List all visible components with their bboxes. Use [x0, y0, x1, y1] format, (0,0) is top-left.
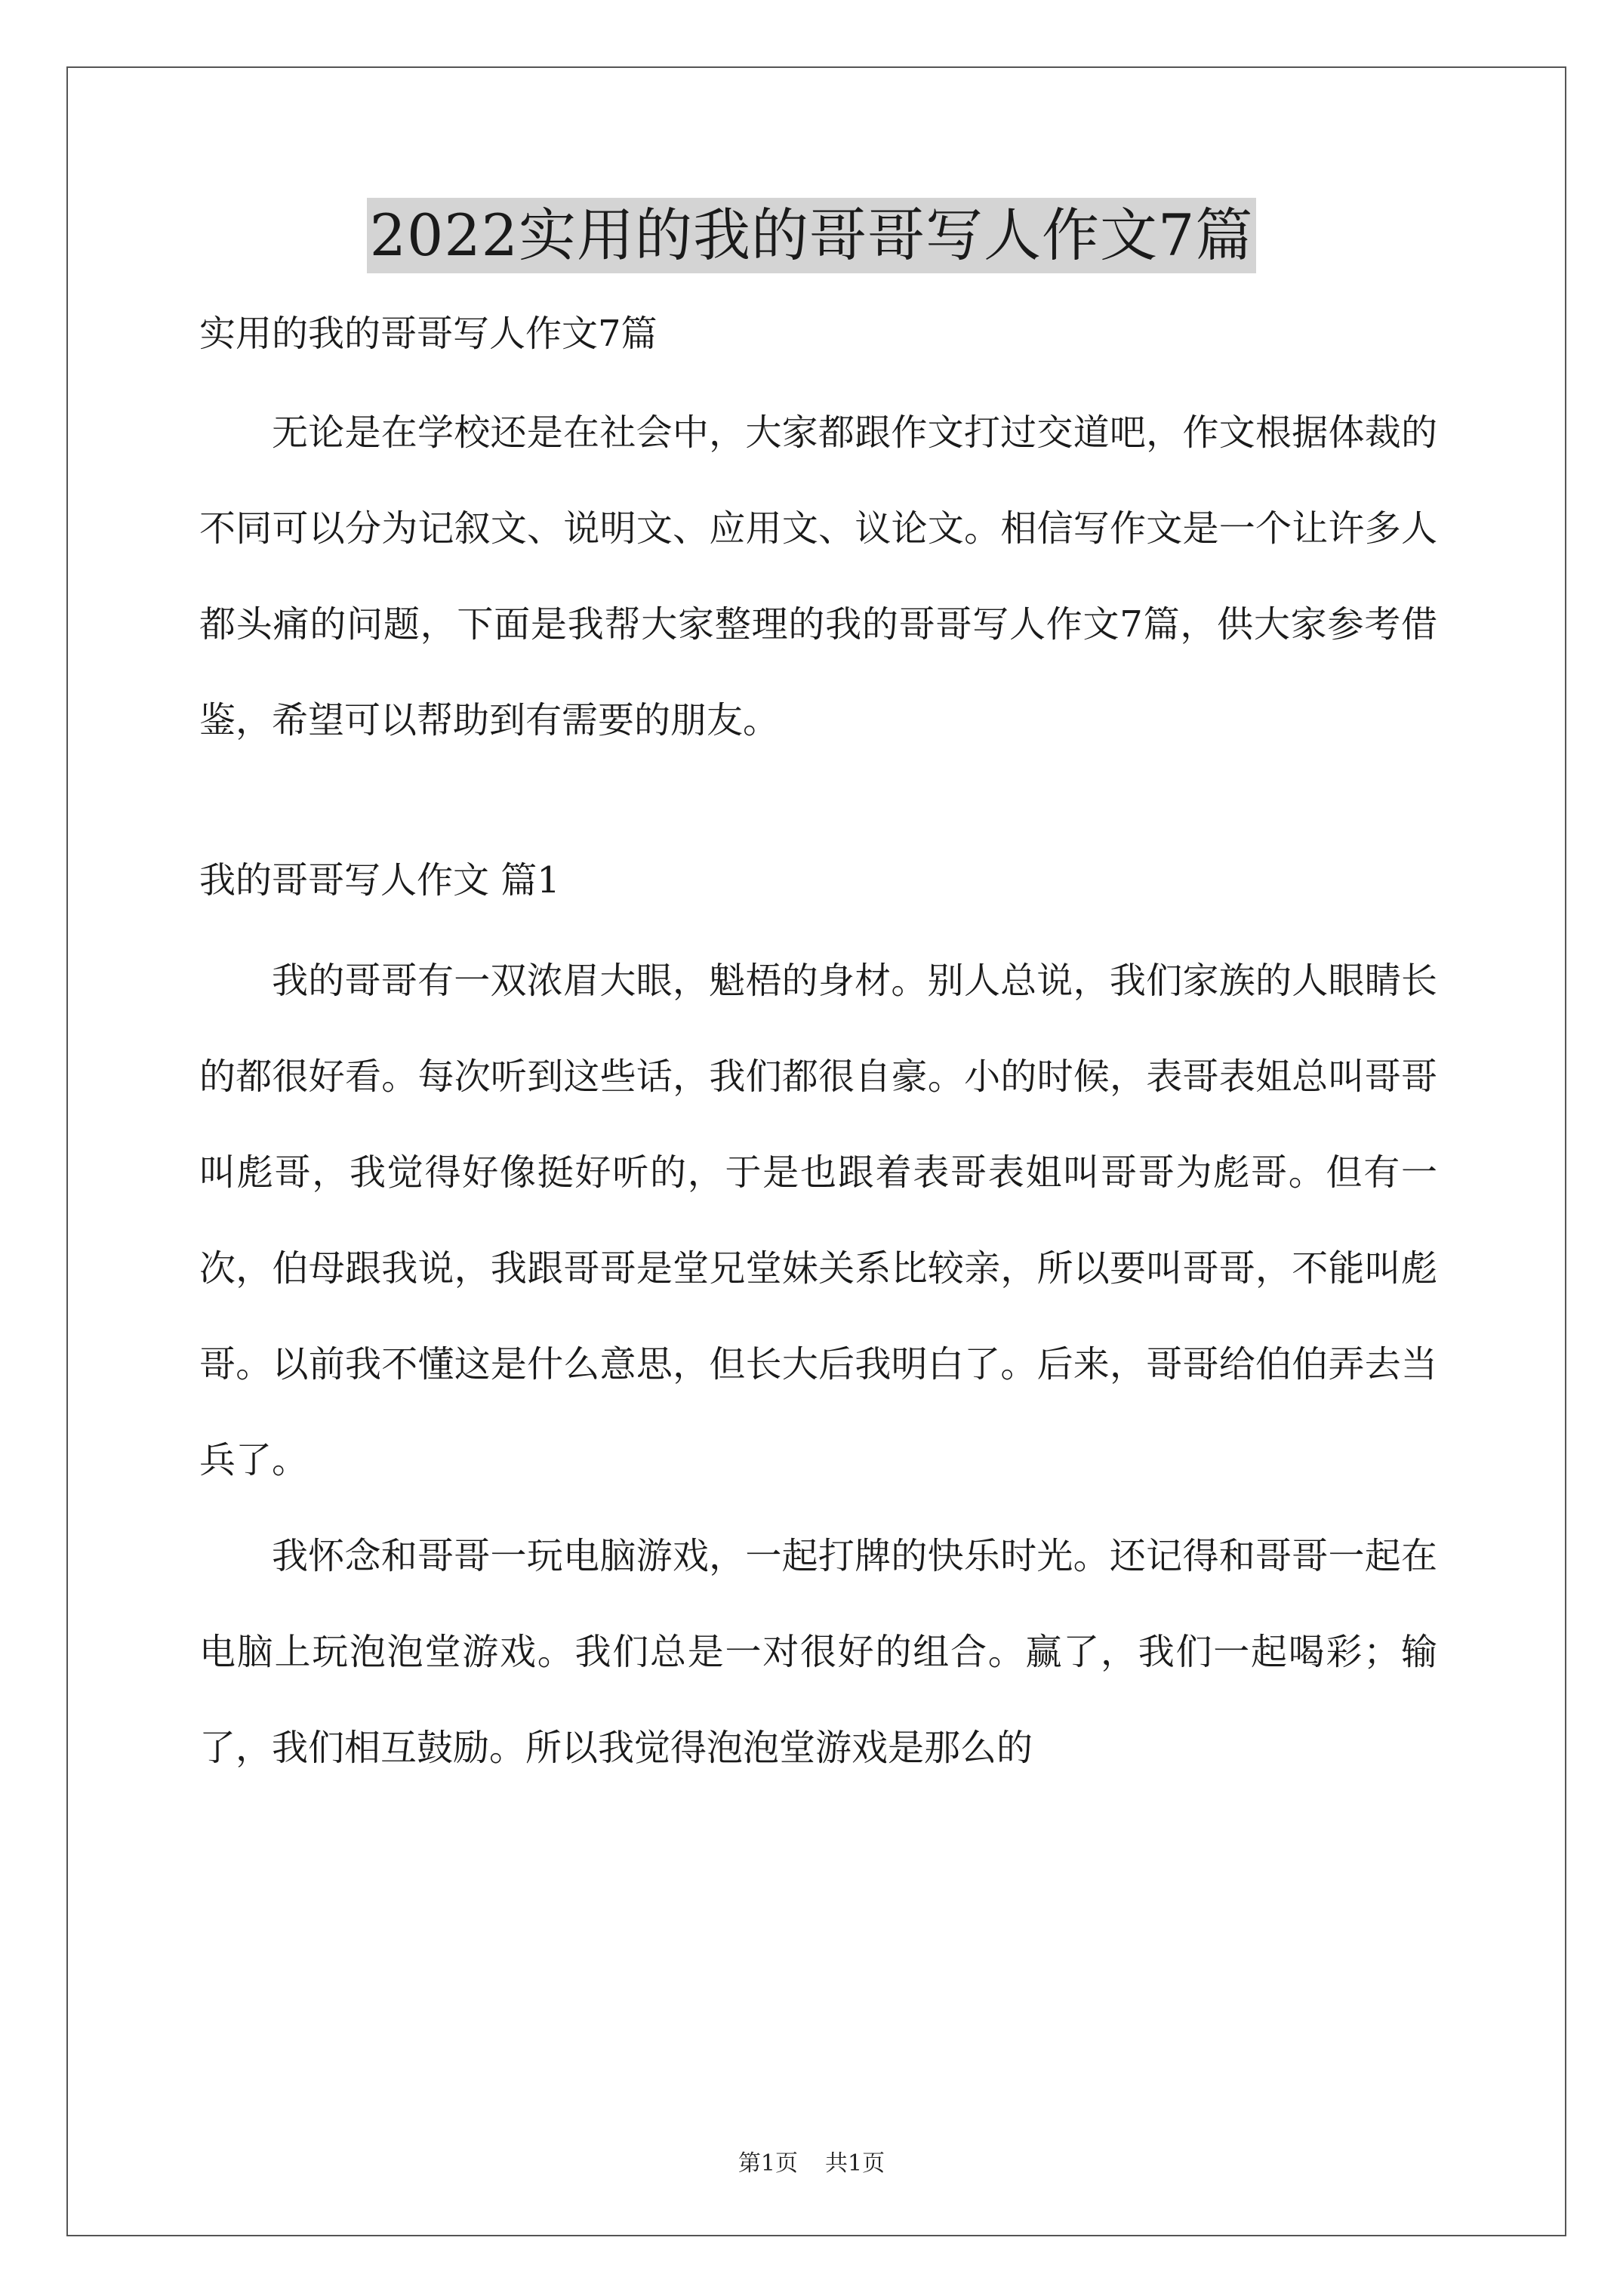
page-total: 共1页	[825, 2150, 885, 2177]
intro-paragraph: 无论是在学校还是在社会中，大家都跟作文打过交道吧，作文根据体裁的不同可以分为记叙文、说明文、应用文、议论文。相信写作文是一个让许多人都头痛的问题，下面是我帮大家整理的我的哥哥写人作文7篇，供大家参考借鉴，希望可以帮助到有需要的朋友。	[199, 411, 1437, 741]
body-paragraph: 我怀念和哥哥一玩电脑游戏，一起打牌的快乐时光。还记得和哥哥一起在电脑上玩泡泡堂游戏。我们总是一对很好的组合。赢了，我们一起喝彩；输了，我们相互鼓励。所以我觉得泡泡堂游戏是那么的	[199, 1535, 1437, 1769]
section-heading: 我的哥哥写人作文 篇1	[199, 859, 560, 901]
document-title: 2022实用的我的哥哥写人作文7篇	[367, 198, 1257, 273]
document-subtitle: 实用的我的哥哥写人作文7篇	[199, 313, 658, 355]
title-area	[0, 198, 1623, 273]
page-number: 第1页	[738, 2150, 798, 2177]
body-paragraph: 我的哥哥有一双浓眉大眼，魁梧的身材。别人总说，我们家族的人眼睛长的都很好看。每次听到这些话，我们都很自豪。小的时候，表哥表姐总叫哥哥叫彪哥，我觉得好像挺好听的，于是也跟着表哥表姐叫哥哥为彪哥。但有一次，伯母跟我说，我跟哥哥是堂兄堂妹关系比较亲，所以要叫哥哥，不能叫彪哥。以前我不懂这是什么意思，但长大后我明白了。后来，哥哥给伯伯弄去当兵了。	[199, 960, 1437, 1481]
page-footer	[0, 2149, 1623, 2179]
document-body	[199, 302, 1437, 1796]
